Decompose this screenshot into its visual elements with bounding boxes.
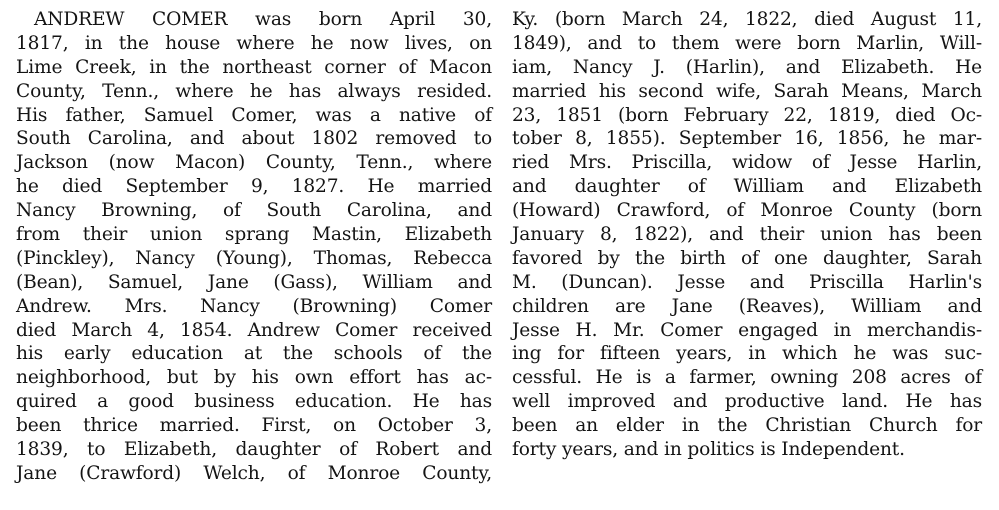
text-line: he died September 9, 1827. He married xyxy=(16,176,492,198)
text-line: (Pinckley), Nancy (Young), Thomas, Rebecca xyxy=(16,247,492,269)
text-line: Jane (Crawford) Welch, of Monroe County, xyxy=(16,462,492,484)
text-line: (Bean), Samuel, Jane (Gass), William and xyxy=(16,271,492,293)
text-line: January 8, 1822), and their union has been xyxy=(512,224,982,246)
text-line: Ky. (born March 24, 1822, died August 11, xyxy=(512,9,982,30)
text-line: and daughter of William and Elizabeth xyxy=(512,176,982,198)
text-line: ing for fifteen years, in which he was suc- xyxy=(512,343,982,365)
text-line: died March 4, 1854. Andrew Comer received xyxy=(16,319,492,341)
left-text-column xyxy=(16,8,492,486)
text-line: ried Mrs. Priscilla, widow of Jesse Harlin, xyxy=(512,152,982,174)
text-line: Andrew. Mrs. Nancy (Browning) Comer xyxy=(16,295,492,317)
text-line: Nancy Browning, of South Carolina, and xyxy=(16,200,492,222)
text-line: been an elder in the Christian Church for xyxy=(512,415,982,437)
text-line: County, Tenn., where he has always resided. xyxy=(16,80,492,102)
text-line: quired a good business education. He has xyxy=(16,391,492,413)
text-line: 1849), and to them were born Marlin, Will- xyxy=(512,32,982,54)
text-line: forty years, and in politics is Independent. xyxy=(512,439,905,461)
text-line: 1817, in the house where he now lives, on xyxy=(16,32,492,54)
text-line: children are Jane (Reaves), William and xyxy=(512,295,982,317)
text-line: tober 8, 1855). September 16, 1856, he mar- xyxy=(512,128,982,150)
text-line: Jackson (now Macon) County, Tenn., where xyxy=(16,152,492,174)
text-line: 1839, to Elizabeth, daughter of Robert and xyxy=(16,439,492,461)
text-line: South Carolina, and about 1802 removed to xyxy=(16,128,492,150)
text-line: His father, Samuel Comer, was a native of xyxy=(16,104,492,126)
text-line: cessful. He is a farmer, owning 208 acres of xyxy=(512,367,982,389)
right-text-column xyxy=(512,8,982,462)
text-line: iam, Nancy J. (Harlin), and Elizabeth. He xyxy=(512,56,982,78)
text-line: (Howard) Crawford, of Monroe County (born xyxy=(512,200,982,222)
text-line: M. (Duncan). Jesse and Priscilla Harlin's xyxy=(512,271,982,293)
text-line: 23, 1851 (born February 22, 1819, died Oc- xyxy=(512,104,982,126)
text-line: been thrice married. First, on October 3, xyxy=(16,415,492,437)
text-line: well improved and productive land. He has xyxy=(512,391,982,413)
text-line: favored by the birth of one daughter, Sarah xyxy=(512,247,982,269)
text-line: Jesse H. Mr. Comer engaged in merchandis- xyxy=(512,319,982,341)
text-line: Lime Creek, in the northeast corner of Macon xyxy=(16,56,492,78)
text-line: ANDREW COMER was born April 30, xyxy=(34,9,492,30)
text-line: married his second wife, Sarah Means, March xyxy=(512,80,982,102)
text-line: from their union sprang Mastin, Elizabeth xyxy=(16,224,492,246)
text-line: his early education at the schools of the xyxy=(16,343,492,365)
text-line: neighborhood, but by his own effort has ac- xyxy=(16,367,492,389)
